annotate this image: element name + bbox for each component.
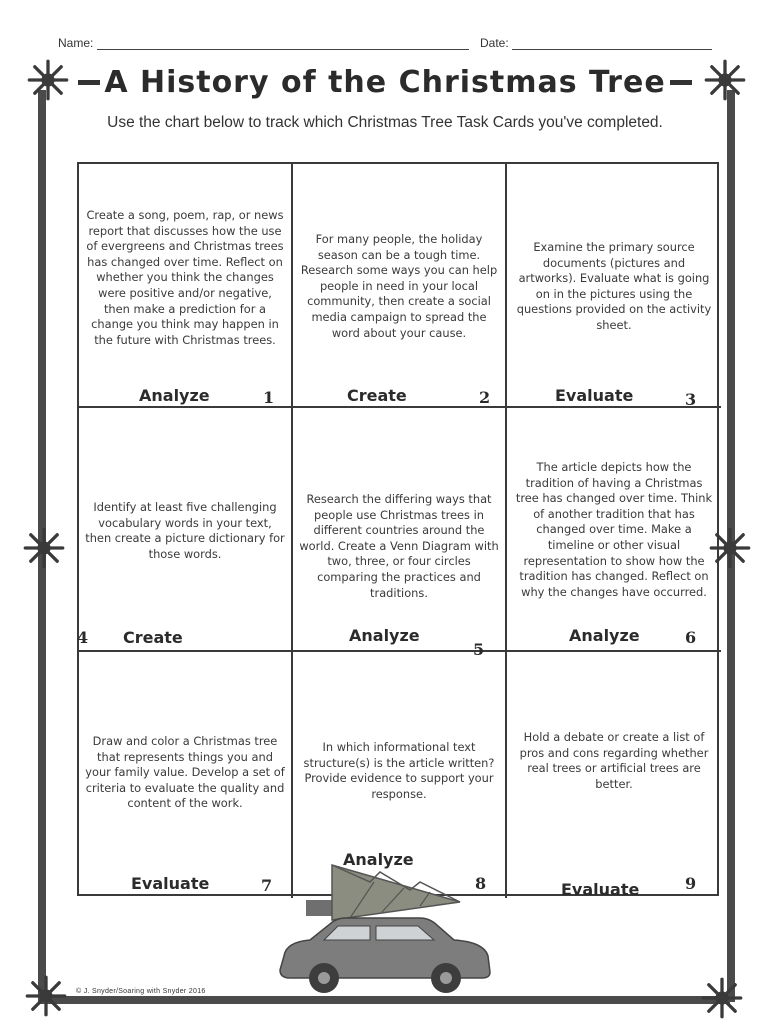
- task-card-6[interactable]: [507, 408, 721, 652]
- task-card-3[interactable]: [507, 164, 721, 408]
- christmas-tree-icon: [306, 865, 460, 920]
- card-number: 9: [685, 874, 697, 893]
- task-card-1[interactable]: [79, 164, 293, 408]
- card-level: Create: [347, 386, 407, 405]
- card-text: Examine the primary source documents (pictures and artworks). Evaluate what is going on in the pictures using the questions provided on the activity sheet.: [516, 240, 712, 332]
- card-level: Analyze: [349, 626, 420, 645]
- card-number: 7: [261, 876, 273, 895]
- task-card-2[interactable]: [293, 164, 507, 408]
- card-level: Evaluate: [555, 386, 634, 405]
- task-card-9[interactable]: [507, 652, 721, 898]
- snowflake-icon: [24, 974, 68, 1018]
- name-label: Name:: [58, 36, 94, 50]
- card-number: 2: [479, 388, 491, 407]
- card-text: Research the differing ways that people use Christmas trees in different countries around the world. Create a Venn Diagram with two, three, or four circles comparing the practices and traditions.: [299, 492, 499, 600]
- name-line[interactable]: [97, 37, 469, 50]
- car-icon: [280, 918, 490, 993]
- card-text: Create a song, poem, rap, or news report that discusses how the use of evergreens and Christmas trees has changed over time. Reflect on whether you think the changes were positive and/or negative, then make a prediction for a change you think may happen in the future with Christmas trees.: [86, 208, 284, 347]
- card-number: 5: [473, 640, 485, 659]
- car-with-tree-illustration: [270, 860, 500, 1000]
- card-text: Draw and color a Christmas tree that represents things you and your family value. Develop a set of criteria to evaluate the quality and content of the work.: [85, 734, 285, 811]
- copyright-notice: © J. Snyder/Soaring with Snyder 2016: [76, 988, 206, 995]
- card-level: Analyze: [343, 850, 414, 869]
- title-dash-right: [670, 80, 692, 85]
- date-line[interactable]: [512, 37, 712, 50]
- card-number: 6: [685, 628, 697, 647]
- snowflake-icon: [22, 526, 66, 570]
- date-field[interactable]: [480, 36, 712, 50]
- card-level: Evaluate: [561, 880, 640, 899]
- page-title: A History of the Christmas Tree: [104, 64, 666, 100]
- instructions: Use the chart below to track which Christmas Tree Task Cards you've completed.: [107, 114, 663, 131]
- card-level: Create: [123, 628, 183, 647]
- task-card-4[interactable]: [79, 408, 293, 652]
- task-card-7[interactable]: [79, 652, 293, 898]
- task-card-5[interactable]: [293, 408, 507, 659]
- title-dash-left: [78, 80, 100, 85]
- card-text: Identify at least five challenging vocabulary words in your text, then create a picture dictionary for those words.: [85, 500, 285, 561]
- card-text: Hold a debate or create a list of pros and cons regarding whether real trees or artificial trees are better.: [519, 730, 709, 791]
- title-bar: [40, 60, 730, 104]
- card-number: 1: [263, 388, 275, 407]
- card-level: Analyze: [139, 386, 210, 405]
- card-number: 3: [685, 390, 697, 409]
- card-text: For many people, the holiday season can be a tough time. Research some ways you can help people in need in your local community, then create a social media campaign to spread the word about your cause.: [300, 232, 498, 340]
- name-field[interactable]: [58, 36, 469, 50]
- card-text: In which informational text structure(s) is the article written? Provide evidence to support your response.: [303, 740, 495, 801]
- card-text: The article depicts how the tradition of having a Christmas tree has changed over time. Think of another tradition that has changed over time. Make a timeline or other visual representation to show how the tradition has changed. Reflect on why the changes have occurred.: [515, 460, 713, 599]
- task-card-chart: [77, 162, 719, 899]
- card-number: 4: [77, 628, 89, 647]
- snowflake-icon: [700, 976, 744, 1020]
- date-label: Date:: [480, 36, 509, 50]
- card-level: Evaluate: [131, 874, 210, 893]
- card-number: 8: [475, 874, 487, 893]
- card-level: Analyze: [569, 626, 640, 645]
